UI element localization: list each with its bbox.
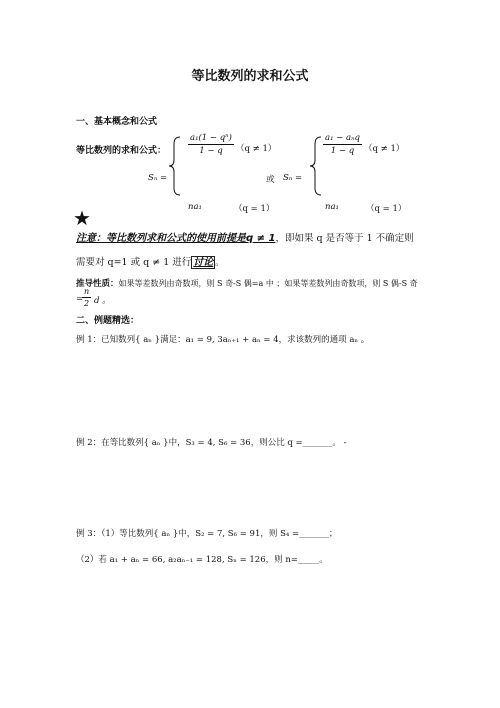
- formula-fraction-1: [188, 133, 234, 156]
- example-3-part-1: 例 3：（1）等比数列{ aₙ }中，S₂ = 7, S₆ = 91，则 S₄ =_______；: [76, 529, 338, 539]
- section-heading-examples: 二、例题精选：: [76, 316, 140, 326]
- example-3-part-2: （2）若 a₁ + aₙ = 66, a₂aₙ₋₁ = 128, Sₙ = 126，则 n=_____。: [76, 555, 328, 565]
- derive-frac-num: n: [84, 287, 90, 296]
- note-line2-prefix: 需要对 q=1 或 q ≠ 1 进行: [76, 257, 192, 268]
- formula-label: 等比数列的求和公式：: [76, 146, 167, 156]
- sn-symbol: Sₙ =: [148, 173, 168, 183]
- example-2: 例 2：在等比数列{ aₙ }中，S₃ = 4, S₆ = 36，则公比 q =_______。 -: [76, 438, 347, 448]
- page-title: 等比数列的求和公式: [191, 69, 309, 84]
- derive-frac-den: 2: [84, 299, 90, 308]
- note-bold-text: 注意：等比数列求和公式的使用前提是q ≠ 1: [76, 233, 276, 244]
- formula-numerator-2: a₁ − aₙq: [325, 133, 360, 143]
- example-1: 例 1：已知数列{ aₙ }满足：a₁ = 9, 3aₙ₊₁ + aₙ = 4，求该数列的通项 aₙ 。: [76, 335, 370, 345]
- section-heading-basic: 一、基本概念和公式: [76, 117, 158, 127]
- discuss-box: 讨论: [193, 257, 214, 268]
- condition-q-not-1-b: （q ≠ 1）: [364, 144, 405, 154]
- left-brace-icon-2: [309, 136, 323, 196]
- formula-numerator-1: a₁(1 − qⁿ): [190, 133, 232, 143]
- star-icon: ★: [73, 206, 91, 230]
- derive-label: 推导性质：: [76, 279, 119, 289]
- note-line-2: [76, 250, 224, 269]
- formula-denominator-1: 1 − q: [199, 146, 223, 156]
- formula-na1: na₁: [188, 202, 202, 212]
- note-rest-text: ，即如果 q 是否等于 1 不确定则: [275, 233, 414, 244]
- condition-q-not-1: （q ≠ 1）: [236, 144, 277, 154]
- note-line2-suffix: 。: [215, 258, 224, 268]
- note-line-1: [76, 226, 414, 245]
- derive-fraction: [82, 287, 91, 308]
- derive-text: 如果等差数列由奇数项，则 S 奇-S 偶=a 中 ；如果等差数列由奇数项，则 S 偶-S 奇: [118, 279, 418, 288]
- formula-denominator-2: 1 − q: [330, 146, 355, 156]
- derive-line-2-prefix: =: [76, 294, 84, 304]
- condition-q-equal-1: （q = 1）: [234, 204, 275, 214]
- or-word: 或: [266, 175, 275, 185]
- derive-line-1: [76, 271, 418, 290]
- sn-symbol-2: Sₙ =: [283, 173, 303, 183]
- formula-na1-b: na₁: [325, 202, 339, 212]
- condition-q-equal-1-b: （q = 1）: [366, 204, 407, 214]
- formula-fraction-2: [323, 133, 362, 156]
- derive-line-2-suffix: d 。: [94, 296, 111, 306]
- left-brace-icon: [168, 136, 182, 196]
